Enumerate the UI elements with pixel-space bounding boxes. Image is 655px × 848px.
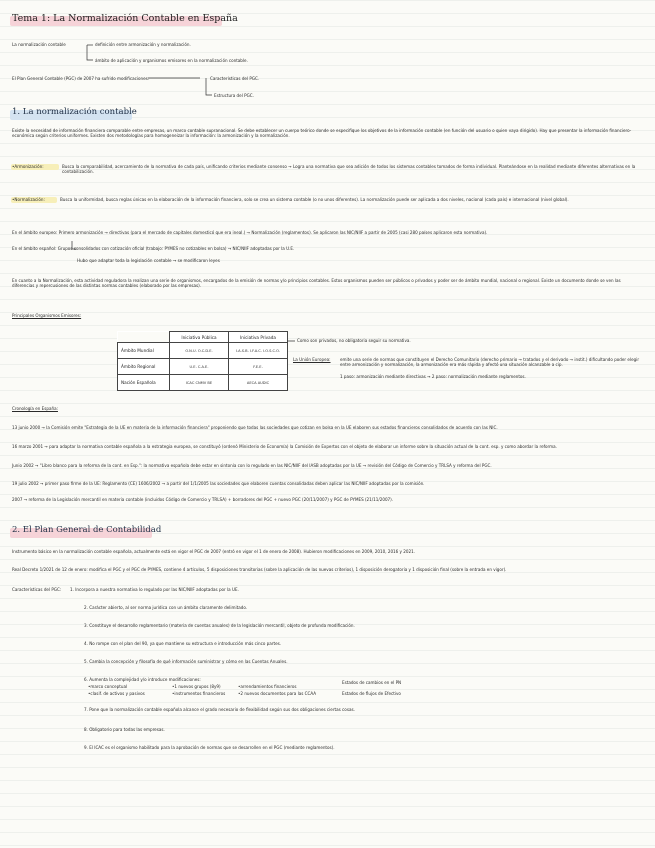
intro-pgc-caracteristicas: Características del PGC.	[210, 76, 260, 81]
crono-item: Junio 2002 → "Libro blanco para la reforma de la cont. en Esp.": la normativa española debe estar en sintonía con lo regulado en las NIC/NIIF del IASB adoptadas por la UE → revisión del Código de Comercio y TRLSA y reforma del PGC.	[12, 463, 492, 468]
row-label: Nación Española	[118, 375, 170, 391]
caract-item: 1. Incorpora a nuestra normativa lo regulado por las NIC/NIIF adoptadas por la UE.	[70, 587, 239, 592]
cell-privada: F.E.E.	[229, 359, 288, 375]
item6-sub: •2 nuevos documentos para las CCAA	[238, 691, 317, 696]
intro-pgc: El Plan General Contable (PGC) de 2007 ha sufrido modificaciones.	[12, 76, 150, 81]
cell-publica: U.E. C.A.E.	[170, 359, 229, 375]
intro-normalizacion: La normalización contable	[12, 42, 66, 47]
ambito-europeo: En el ámbito europeo: Primero armonización → directivas (para el mercado de capitales domesticó que era ineal.) → Normalización (reglamentos). Se aplicaron las NIC/NIIF a partir de 2005 (casi 280 países aplicaron esta normativa).	[12, 230, 488, 235]
crono-item: 19 julio 2002 → primer paso firme de la UE: Reglamento (CE) 1606/2002 → a partir del 1/1/2005 las sociedades que elaboren cuentas consolidadas deben aplicar las NIC/NIIF adoptadas por la comisión.	[12, 481, 425, 486]
caract-item: 7. Pone que la normalización contable española alcance el grado necesario de flexibilidad según sus dos obligaciones ciertas cosas.	[84, 707, 355, 712]
crono-item: 2007 → reforma de la Legislación mercantil en materia contable (incluidos Código de Comercio y TRLSA) + borradores del PGC + nuevo PGC (20/11/2007) y PGC de PYMES (21/11/2007).	[12, 497, 394, 502]
item6-sub: •instrumentos financieros	[172, 691, 226, 696]
caract-item: 2. Carácter abierto, al ser norma jurídica con un ámbito claramente delimitado.	[84, 605, 248, 610]
section1-paragraph2: En cuanto a la Normalización, esta actividad reguladora la realizan una serie de organismos, encargados de la emisión de normas y/o principios contables. Estos organismos pueden ser públicos o privados y poder ser de ámbito mundial, nacional o regional. Existe un documento donde se ven las diferencias y repercusiones de las distintas normas contables (elaborado por las empresas).	[12, 278, 621, 288]
table-header-privada: Iniciativa Privada	[229, 332, 288, 343]
table-corner	[118, 332, 170, 343]
ambito-espanol: En el ámbito español: Grupos consolidados con cotización oficial (trabajo: PYMES no cotizables en bolsa) → NIC/NIIF adoptadas por la U.E.	[12, 246, 295, 251]
armonizacion-label: •Armonización:	[12, 164, 44, 169]
ue-note: emite una serie de normas que constituyen el Derecho Comunitario (derecho primario → tratados y el derivado → instit.) dificultando poder elegir entre armonización y normalización, la armonización era más rápida y afectó una situación alcanzable a cip.	[340, 357, 640, 367]
item6-sub: Estados de cambios en el PN	[342, 680, 402, 685]
ambito-espanol-leyes: Hubo que adaptar toda la legislación contable → se modificaron leyes	[77, 258, 220, 263]
page-title: Tema 1: La Normalización Contable en España	[12, 13, 238, 24]
caract-item: 9. El ICAC es el organismo habilitado para la aprobación de normas que se desarrollen en el PGC (mediante reglamentos).	[84, 745, 335, 750]
organismos-table	[117, 331, 288, 391]
principales-organismos: Principales Organismos Emisores:	[12, 313, 82, 318]
table-row	[118, 343, 288, 359]
armonizacion-text: Busca la comparabilidad, acercamiento de la normativa de cada país, unificando criterios mediante consenso → Logra una normativa que sea adición de todos los sistemas contables tomados de forma individual. Planteándose en la realidad mediante diferentes alternativas en la contabilización.	[62, 164, 636, 174]
table-header-publica: Iniciativa Pública	[170, 332, 229, 343]
item6-sub: •clasif. de activos y pasivos	[88, 691, 145, 696]
section2-heading: 2. El Plan General de Contabilidad	[12, 525, 162, 535]
crono-item: 13 junio 2000 → la Comisión emite "Estrategia de la UE en materia de la información financiera" proponiendo que todas las sociedades que cotizan en bolsa en la UE elaboren sus estados financieros consolidados de acuerdo con las NIC.	[12, 425, 498, 430]
caract-item: 4. No rompe con el plan del 90, ya que mantiene su estructura e introducción más cinco partes.	[84, 641, 282, 646]
table-row	[118, 359, 288, 375]
item6-sub: •marco conceptual	[88, 684, 128, 689]
item6-sub: •1 nuevos grupos (8y9)	[172, 684, 221, 689]
cell-privada: AECA AUDIC	[229, 375, 288, 391]
intro-branch-definicion: definición entre armonización y normalización.	[95, 42, 191, 47]
ue-label: La Unión Europea:	[293, 357, 331, 362]
ue-note-pasos: 1 paso: armonización mediante directivas → 2 paso: normalización mediante reglamentos.	[340, 374, 526, 379]
section2-paragraph2: Real Decreto 1/2021 de 12 de enero: modifica el PGC y el PGC de PYMES, contiene 4 artículos, 5 disposiciones transitorias (sobre la aplicación de las nuevas criterios), 1 disposición derogatoria y 1 disposición final (sobre la entrada en vigor).	[12, 567, 507, 572]
section1-paragraph1: Existe la necesidad de información financiera comparable entre empresas, un marco contable supranacional. Se debe establecer un cuerpo teórico donde se especifique los objetivos de la información contable (en función del usuario o quien vaya dirigido). Hay que presentar la información financiero-económica según criterios uniformes. Existen dos metodologías para homogeneizar la información: la armonización y la normalización.	[12, 128, 632, 138]
cell-privada: I.A.S.B. I.F.A.C. I.O.S.C.O.	[229, 343, 288, 359]
caract-item: 5. Cambia la concepción y filosofía de qué información suministrar y cómo en las Cuentas Anuales.	[84, 659, 288, 664]
row-label: Ámbito Mundial	[118, 343, 170, 359]
cell-publica: ICAC CNMV BE	[170, 375, 229, 391]
table-row	[118, 375, 288, 391]
caract-item: 3. Constituye el desarrollo reglamentario (materia de cuentas anuales) de la legislación mercantil, objeto de profunda modificación.	[84, 623, 355, 628]
caract-item: 8. Obligatorio para todas las empresas.	[84, 727, 165, 732]
row-label: Ámbito Regional	[118, 359, 170, 375]
item6-sub: Estados de flujos de Efectivo	[342, 691, 401, 696]
normalizacion-label: •Normalización:	[12, 197, 45, 202]
caract-item: 6. Aumenta la complejidad y/o introduce modificaciones:	[84, 677, 201, 682]
intro-pgc-estructura: Estructura del PGC.	[214, 93, 254, 98]
section2-paragraph1: Instrumento básico en la normalización contable española, actualmente está en vigor el PGC de 2007 (entró en vigor el 1 de enero de 2008). Hubieron modificaciones en 2009, 2010, 2016 y 2021.	[12, 549, 416, 554]
cell-publica: O.N.U. O.C.D.E.	[170, 343, 229, 359]
cronologia-label: Cronología en España:	[12, 406, 58, 411]
caracteristicas-label: Características del PGC:	[12, 587, 62, 592]
intro-branch-ambito: ámbito de aplicación y organismos emisores en la normalización contable.	[95, 58, 248, 63]
item6-sub: •arrendamientos financieros	[238, 684, 297, 689]
section1-heading: 1. La normalización contable	[12, 107, 137, 117]
crono-item: 16 marzo 2001 → para adaptar la normativa contable española a la estrategia europea, se constituyó (ordenó Ministerio de Economía) la Comisión de Expertos con el objeto de elaborar un informe sobre la situación actual de la cont. esp. y como abordar la reforma.	[12, 444, 557, 449]
table-note: Como son privados, no obligatoria seguir su normativa.	[297, 338, 411, 343]
normalizacion-text: Busca la uniformidad, busca reglas únicas en la elaboración de la información financiera, solo se crea un sistema contable (o no unos diferentes). La normalización puede ser aplicada a dos niveles, nacional (cada país) e internacional (nivel global).	[60, 197, 569, 202]
